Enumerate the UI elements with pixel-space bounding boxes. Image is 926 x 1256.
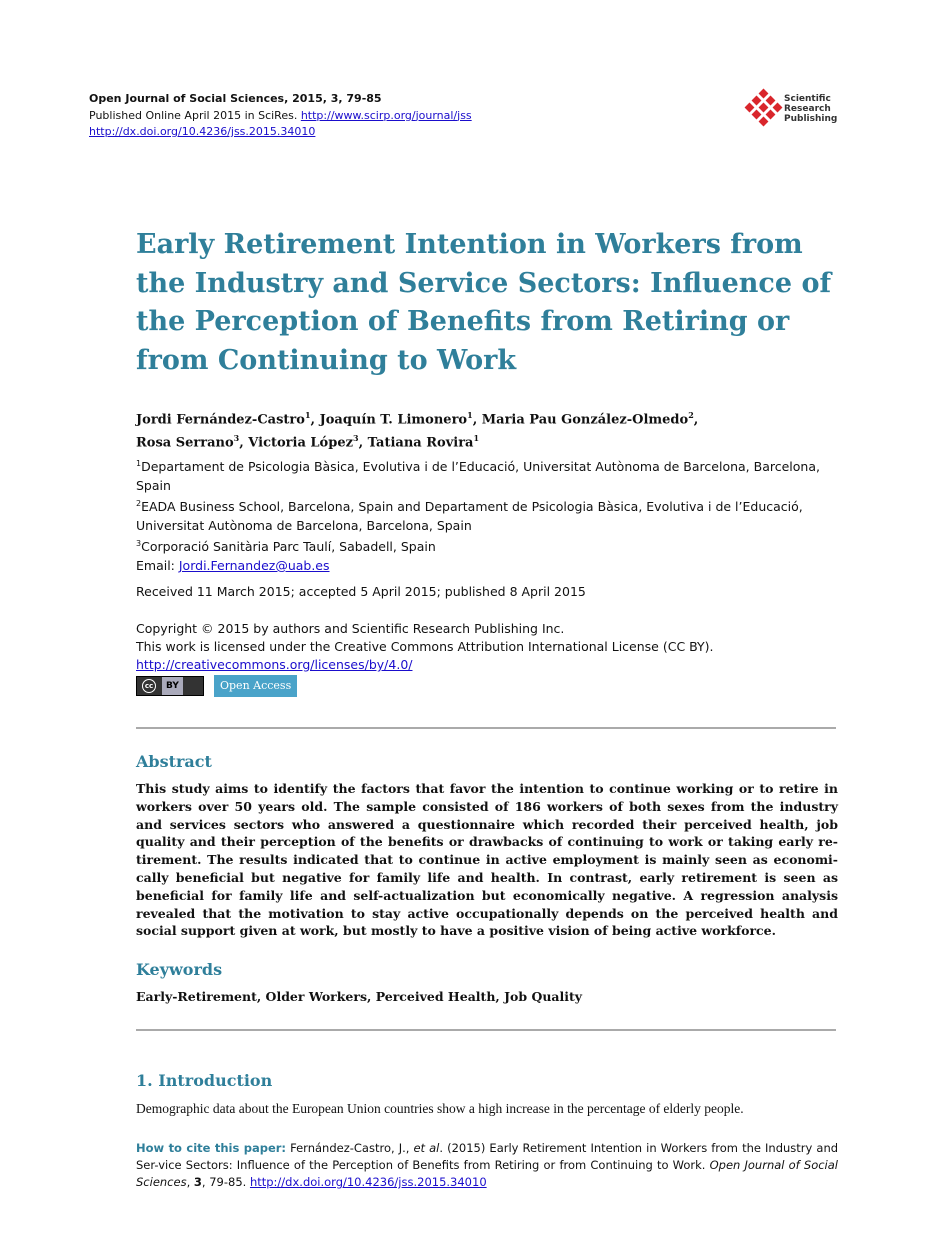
author-list: Jordi Fernández-Castro$^1$, Joaquín T. Limonero$^1$, Maria Pau González-Olmedo$^2$, Rosa Serrano$^3$, Victoria López$^3$, Tatiana Rovira$^1$ xyxy=(136,410,699,451)
keywords-heading: Keywords xyxy=(136,960,223,979)
author: Victoria López xyxy=(248,435,353,451)
keywords-text: Early-Retirement, Older Workers, Perceived Health, Job Quality xyxy=(136,989,583,1004)
citation-block: How to cite this paper: Fernández-Castro, J., et al. (2015) Early Retirement Intention in Workers from the Industry and Ser-vice Sectors: Influence of the Perception of Benefits from Retiring or from Continuing to Work. Open Journal of Social Sciences, 3, 79-85. http://dx.doi.org/10.4236/jss.2015.34010 xyxy=(136,1141,839,1189)
logo-line-1: Scientific xyxy=(784,94,831,104)
cc-by-badge[interactable] xyxy=(136,676,204,696)
publication-dates: Received 11 March 2015; accepted 5 April 2015; published 8 April 2015 xyxy=(136,584,586,599)
introduction-heading: 1. Introduction xyxy=(136,1071,273,1090)
affiliations xyxy=(136,455,836,575)
doi-link[interactable]: http://dx.doi.org/10.4236/jss.2015.34010 xyxy=(89,125,316,138)
cc-icon: cc xyxy=(142,679,156,693)
author: Joaquín T. Limonero xyxy=(319,412,468,428)
published-prefix: Published Online April 2015 in SciRes. xyxy=(89,108,301,122)
email-link[interactable]: Jordi.Fernandez@uab.es xyxy=(178,557,330,573)
author: Tatiana Rovira xyxy=(367,435,474,451)
published-line xyxy=(89,108,472,125)
diamond-cluster-icon xyxy=(744,88,784,130)
page-header xyxy=(89,91,472,141)
author: Maria Pau González-Olmedo xyxy=(481,412,689,428)
introduction-text: Demographic data about the European Union countries show a high increase in the percentage of elderly people. xyxy=(136,1101,744,1116)
author: Jordi Fernández-Castro xyxy=(136,412,305,428)
logo-line-3: Publishing xyxy=(784,114,838,124)
license-link[interactable]: http://creativecommons.org/licenses/by/4.0/ xyxy=(136,657,413,672)
citation-doi-link[interactable]: http://dx.doi.org/10.4236/jss.2015.34010 xyxy=(249,1175,487,1189)
affiliation: $^3$Corporació Sanitària Parc Taulí, Sabadell, Spain xyxy=(136,539,436,555)
abstract-text: This study aims to identify the factors that favor the intention to continue working or to retire in workers over 50 years old. The sample consisted of 186 workers of both sexes from the industry and services sectors who answered a questionnaire which recorded their perceived health, job quality and their perception of the benefits or drawbacks of continuing to work or taking early re-tirement. The results indicated that to continue in active employment is mainly seen as economi-cally beneficial but negative for family life and health. In contrast, early retirement is seen as beneficial for family life and self-actualization but economically negative. A regression analysis revealed that the motivation to stay active occupationally depends on the perceived health and social support given at work, but mostly to have a positive vision of being active workforce. xyxy=(136,781,838,939)
license-line: This work is licensed under the Creative Commons Attribution International License (CC BY). xyxy=(136,639,714,654)
cc-by-label: BY xyxy=(162,677,183,695)
email-line: Email: Jordi.Fernandez@uab.es xyxy=(136,557,330,573)
journal-url-link[interactable]: http://www.scirp.org/journal/jss xyxy=(300,108,472,122)
paper-title: Early Retirement Intention in Workers from the Industry and Service Sectors: Influence of the Perception of Benefits from Retiring or from Continuing to Work xyxy=(136,229,832,376)
affiliation: $^1$Departament de Psicologia Bàsica, Evolutiva i de l’Educació, Universitat Autònoma de Barcelona, Barcelona, Spain xyxy=(136,459,820,493)
open-access-badge: Open Access xyxy=(214,675,297,697)
copyright-block xyxy=(136,620,714,674)
author: Rosa Serrano xyxy=(136,435,234,451)
logo-line-2: Research xyxy=(784,104,831,114)
citation-label: How to cite this paper: xyxy=(136,1141,287,1155)
abstract-heading: Abstract xyxy=(136,752,212,771)
copyright-line: Copyright © 2015 by authors and Scientific Research Publishing Inc. xyxy=(136,621,565,636)
divider xyxy=(136,727,836,729)
affiliation: $^2$EADA Business School, Barcelona, Spain and Departament de Psicologia Bàsica, Evolutiva i de l’Educació, Universitat Autònoma de Barcelona, Barcelona, Spain xyxy=(136,499,803,533)
divider xyxy=(136,1029,836,1031)
journal-citation: Open Journal of Social Sciences, 2015, 3, 79-85 xyxy=(89,92,382,105)
license-badges xyxy=(136,675,297,697)
publisher-logo xyxy=(744,88,844,130)
